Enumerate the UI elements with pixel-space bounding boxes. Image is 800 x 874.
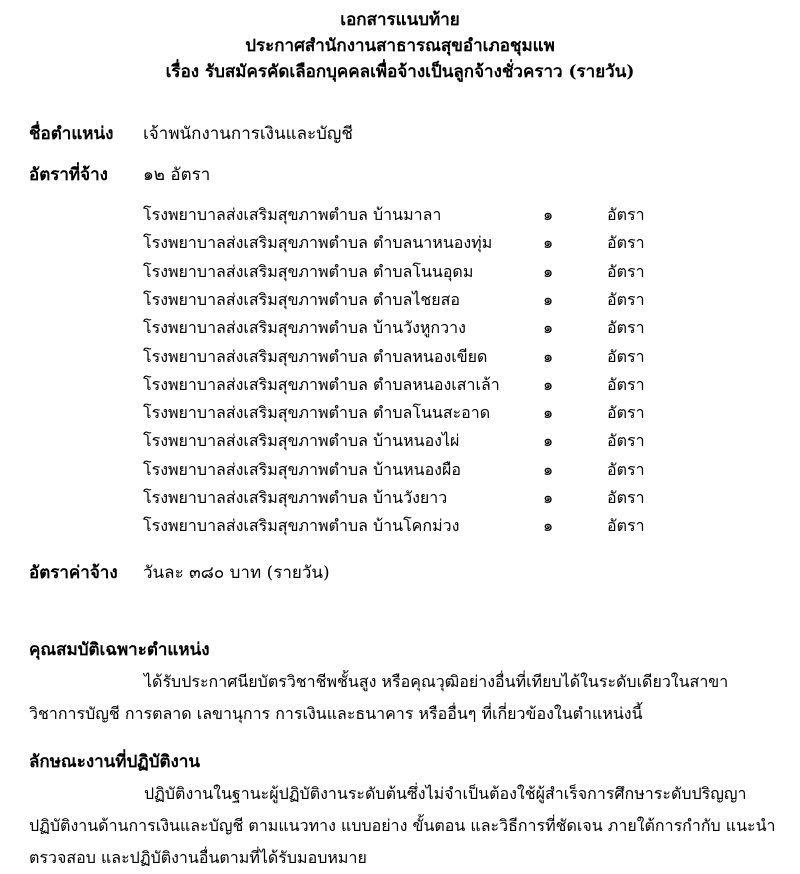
list-item [0,205,800,233]
unit-label: อัตรา [607,516,645,536]
unit-label: อัตรา [607,318,645,338]
duties-text [29,778,781,874]
list-item [0,347,800,375]
unit-count: ๑ [543,403,554,423]
doc-title-subject: เรื่อง รับสมัครคัดเลือกบุคคลเพื่อจ้างเป็นลูกจ้างชั่วคราว (รายวัน) [165,62,635,82]
unit-label: อัตรา [607,374,645,394]
qualifications-body: ได้รับประกาศนียบัตรวิชาชีพชั้นสูง หรือคุณวุฒิอย่างอื่นที่เทียบได้ในระดับเดียวในสาขาวิชาการบัญชี การตลาด เลขานุการ การเงินและธนาคาร หรืออื่นๆ ที่เกี่ยวข้องในตำแหน่งนี้ [29,672,729,723]
unit-label: อัตรา [607,431,645,451]
list-item [0,290,800,318]
unit-name: โรงพยาบาลส่งเสริมสุขภาพตำบล บ้านวังยาว [143,488,448,507]
unit-label: อัตรา [607,403,645,423]
qualifications-text [29,666,781,730]
unit-label: อัตรา [607,205,645,224]
position-value: เจ้าพนักงานการเงินและบัญชี [143,124,353,144]
unit-count: ๑ [543,374,554,394]
rate-value: ๑๒ อัตรา [143,165,211,185]
unit-name: โรงพยาบาลส่งเสริมสุขภาพตำบล ตำบลหนองเสาเล้า [143,374,500,394]
unit-name: โรงพยาบาลส่งเสริมสุขภาพตำบล บ้านโคกม่วง [143,516,460,536]
unit-label: อัตรา [607,289,645,309]
list-item [0,431,800,459]
unit-count: ๑ [543,346,554,366]
list-item [0,403,800,431]
rate-label: อัตราที่จ้าง [29,165,108,185]
unit-count: ๑ [543,318,554,338]
unit-count: ๑ [543,205,554,224]
unit-name: โรงพยาบาลส่งเสริมสุขภาพตำบล บ้านมาลา [143,205,442,224]
doc-title-attachment: เอกสารแนบท้าย [340,10,460,30]
qualifications-heading: คุณสมบัติเฉพาะตำแหน่ง [29,640,210,660]
unit-count: ๑ [543,233,554,253]
unit-name: โรงพยาบาลส่งเสริมสุขภาพตำบล ตำบลนาหนองทุ่ม [143,233,493,253]
list-item [0,516,800,544]
unit-label: อัตรา [607,459,645,479]
list-item [0,488,800,516]
unit-name: โรงพยาบาลส่งเสริมสุขภาพตำบล ตำบลหนองเขียด [143,346,488,366]
unit-count: ๑ [543,261,554,281]
list-item [0,262,800,290]
unit-label: อัตรา [607,346,645,366]
unit-label: อัตรา [607,233,645,253]
unit-count: ๑ [543,516,554,536]
unit-name: โรงพยาบาลส่งเสริมสุขภาพตำบล บ้านหนองผือ [143,459,461,479]
unit-label: อัตรา [607,261,645,281]
position-label: ชื่อตำแหน่ง [29,124,114,144]
unit-label: อัตรา [607,488,645,507]
list-item [0,233,800,261]
unit-count: ๑ [543,431,554,451]
unit-name: โรงพยาบาลส่งเสริมสุขภาพตำบล ตำบลโนนอุดม [143,261,474,281]
list-item [0,460,800,488]
wage-label: อัตราค่าจ้าง [29,563,118,583]
wage-value: วันละ ๓๘๐ บาท (รายวัน) [143,563,330,583]
unit-count: ๑ [543,488,554,507]
duties-heading: ลักษณะงานที่ปฏิบัติงาน [29,752,200,772]
unit-count: ๑ [543,289,554,309]
unit-name: โรงพยาบาลส่งเสริมสุขภาพตำบล ตำบลโนนสะอาด [143,403,491,423]
unit-name: โรงพยาบาลส่งเสริมสุขภาพตำบล บ้านหนองไผ่ [143,431,460,451]
unit-name: โรงพยาบาลส่งเสริมสุขภาพตำบล บ้านวังหูกวาง [143,318,466,338]
doc-title-announcement: ประกาศสำนักงานสาธารณสุขอำเภอชุมแพ [245,36,555,56]
unit-name: โรงพยาบาลส่งเสริมสุขภาพตำบล ตำบลไชยสอ [143,289,460,309]
list-item [0,375,800,403]
unit-count: ๑ [543,459,554,479]
list-item [0,318,800,346]
duties-body: ปฏิบัติงานในฐานะผู้ปฏิบัติงานระดับต้นซึ่งไม่จำเป็นต้องใช้ผู้สำเร็จการศึกษาระดับปริญญาปฏิบัติงานด้านการเงินและบัญชี ตามแนวทาง แบบอย่าง ขั้นตอน และวิธีการที่ชัดเจน ภายใต้การกำกับ แนะนำ ตรวจสอบ และปฏิบัติงานอื่นตามที่ได้รับมอบหมาย [29,784,776,867]
